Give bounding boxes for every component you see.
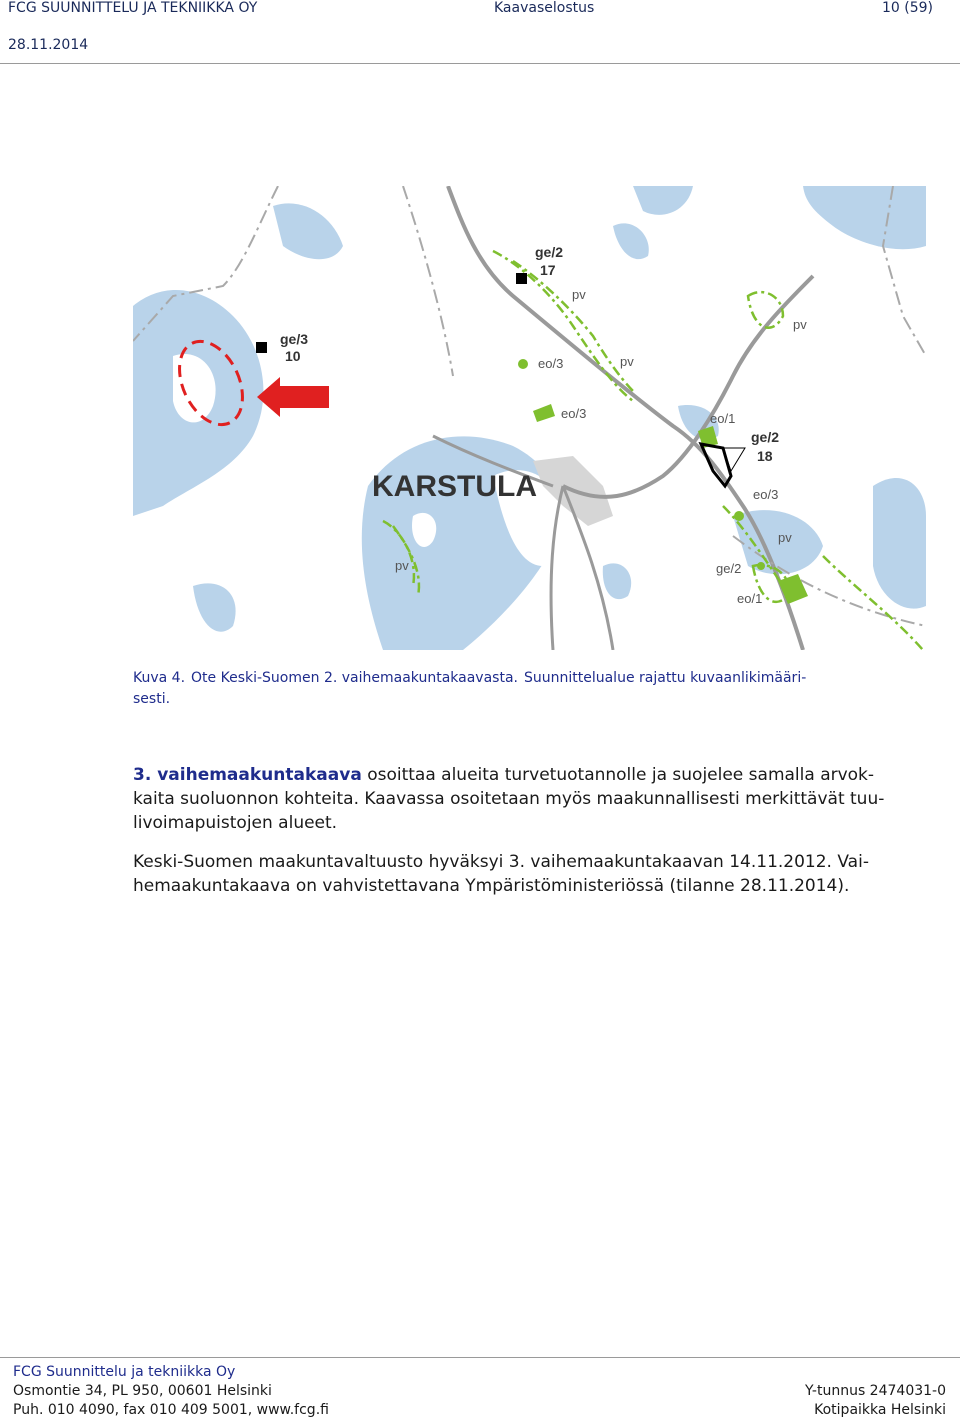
figure-caption xyxy=(133,668,928,710)
footer-business-id: Y-tunnus 2474031-0 xyxy=(805,1383,946,1399)
label-ge3-number: 10 xyxy=(285,348,301,364)
caption-text-a: Ote Keski-Suomen 2. vaihemaakuntakaavasta. xyxy=(191,670,518,686)
paragraph-2-line-1: Keski-Suomen maakuntavaltuusto hyväksyi 3. vaihemaakuntakaavan 14.11.2012. Vai- xyxy=(133,852,869,872)
label-pv-5: pv xyxy=(395,558,409,573)
footer-phone: Puh. 010 4090, fax 010 409 5001, www.fcg.fi xyxy=(13,1402,329,1418)
label-ge2-18-number: 18 xyxy=(757,448,773,464)
footer-address: Osmontie 34, PL 950, 00601 Helsinki xyxy=(13,1383,272,1399)
paragraph-1-line-3: livoimapuistojen alueet. xyxy=(133,813,338,833)
paragraph-1-line-2: kaita suoluonnon kohteita. Kaavassa osoitetaan myös maakunnallisesti merkittävät tuu- xyxy=(133,789,885,809)
caption-line-2: sesti. xyxy=(133,691,171,707)
label-pv-2: pv xyxy=(793,317,807,332)
label-pv-3: pv xyxy=(620,354,634,369)
paragraph-2-line-2: hemaakuntakaava on vahvistettavana Ympäristöministeriössä (tilanne 28.11.2014). xyxy=(133,876,850,896)
label-ge2-17-number: 17 xyxy=(540,262,556,278)
header-doc-title: Kaavaselostus xyxy=(494,0,595,16)
header-page-number: 10 (59) xyxy=(882,0,934,16)
header-divider xyxy=(0,63,960,64)
footer-domicile: Kotipaikka Helsinki xyxy=(814,1402,946,1418)
footer-divider xyxy=(0,1357,960,1358)
label-ge3: ge/3 xyxy=(280,331,309,347)
label-ge2-c: ge/2 xyxy=(716,561,742,576)
label-eo1-b: eo/1 xyxy=(737,591,763,606)
label-eo1-a: eo/1 xyxy=(710,411,736,426)
label-pv-4: pv xyxy=(778,530,792,545)
label-karstula: KARSTULA xyxy=(372,470,537,503)
footer-company: FCG Suunnittelu ja tekniikka Oy xyxy=(13,1364,236,1380)
caption-text-b: Suunnittelualue rajattu kuvaanlikimääri- xyxy=(523,670,807,686)
paragraph-1-bold: 3. vaihemaakuntakaava xyxy=(133,765,362,785)
header-company: FCG SUUNNITTELU JA TEKNIIKKA OY xyxy=(8,0,258,16)
paragraph-1-line-1: osoittaa alueita turvetuotannolle ja suojelee samalla arvok- xyxy=(361,765,875,785)
header-date: 28.11.2014 xyxy=(8,37,89,53)
label-eo3-b: eo/3 xyxy=(561,406,587,421)
regional-plan-map xyxy=(133,186,926,650)
label-ge2-18: ge/2 xyxy=(751,429,780,445)
paragraph-2 xyxy=(133,850,953,898)
label-eo3-c: eo/3 xyxy=(753,487,779,502)
label-ge2-17: ge/2 xyxy=(535,244,564,260)
paragraph-1 xyxy=(133,763,953,835)
caption-figure-number: Kuva 4. xyxy=(133,670,186,686)
label-pv-1: pv xyxy=(572,287,586,302)
label-eo3-a: eo/3 xyxy=(538,356,564,371)
